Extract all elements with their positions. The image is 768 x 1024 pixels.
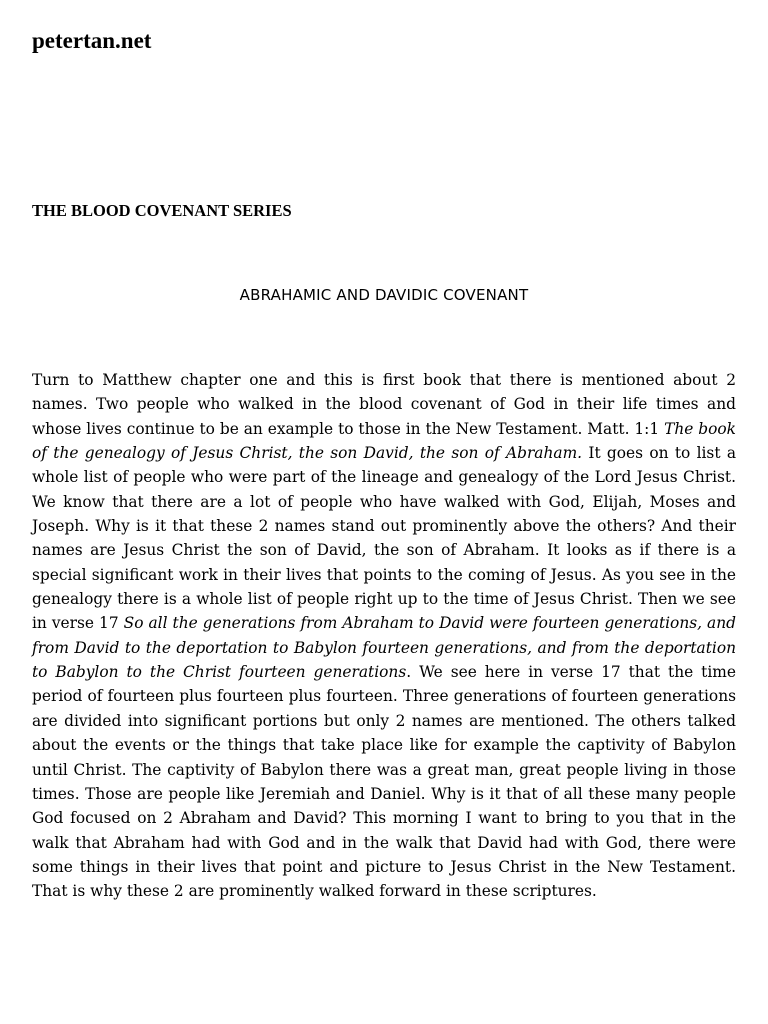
site-name: petertan.net [32, 28, 152, 53]
document-subtitle: ABRAHAMIC AND DAVIDIC COVENANT [239, 286, 529, 304]
body-text-1: Turn to Matthew chapter one and this is first book that there is mentioned about 2 names. Two people who walked in the blood covenant of God in their life times and whose lives continue to be an example to those in the New Testament. Matt. 1:1 [32, 371, 736, 438]
body-text-2: It goes on to list a whole list of people who were part of the lineage and genealogy of the Lord Jesus Christ. We know that there are a lot of people who have walked with God, Elijah, Moses and Joseph. Why is it that these 2 names stand out prominently above the others? And their names are Jesus Christ the son of David, the son of Abraham. It looks as if there is a special significant work in their lives that points to the coming of Jesus. As you see in the genealogy there is a whole list of people right up to the time of Jesus Christ. Then we see in verse 17 [32, 444, 736, 633]
body-text-3: . We see here in verse 17 that the time period of fourteen plus fourteen plus fourteen. Three generations of fourteen generations are divided into significant portions but only 2 names are mentioned. The others talked about the events or the things that take place like for example the captivity of Babylon until Christ. The captivity of Babylon there was a great man, great people living in those times. Those are people like Jeremiah and Daniel. Why is it that of all these many people God focused on 2 Abraham and David? This morning I want to bring to you that in the walk that Abraham had with God and in the walk that David had with God, there were some things in their lives that point and picture to Jesus Christ in the New Testament. That is why these 2 are prominently walked forward in these scriptures. [32, 663, 736, 901]
scripture-quote-1: The book of the genealogy of Jesus Christ, the son David, the son of Abraham. [32, 419, 736, 463]
scripture-quote-2: So all the generations from Abraham to David were fourteen generations, and from David to the deportation to Babylon fourteen generations, and from the deportation to Babylon to the Christ fourteen generations [32, 614, 736, 682]
body-paragraph [32, 368, 736, 904]
series-title: THE BLOOD COVENANT SERIES [32, 201, 292, 220]
